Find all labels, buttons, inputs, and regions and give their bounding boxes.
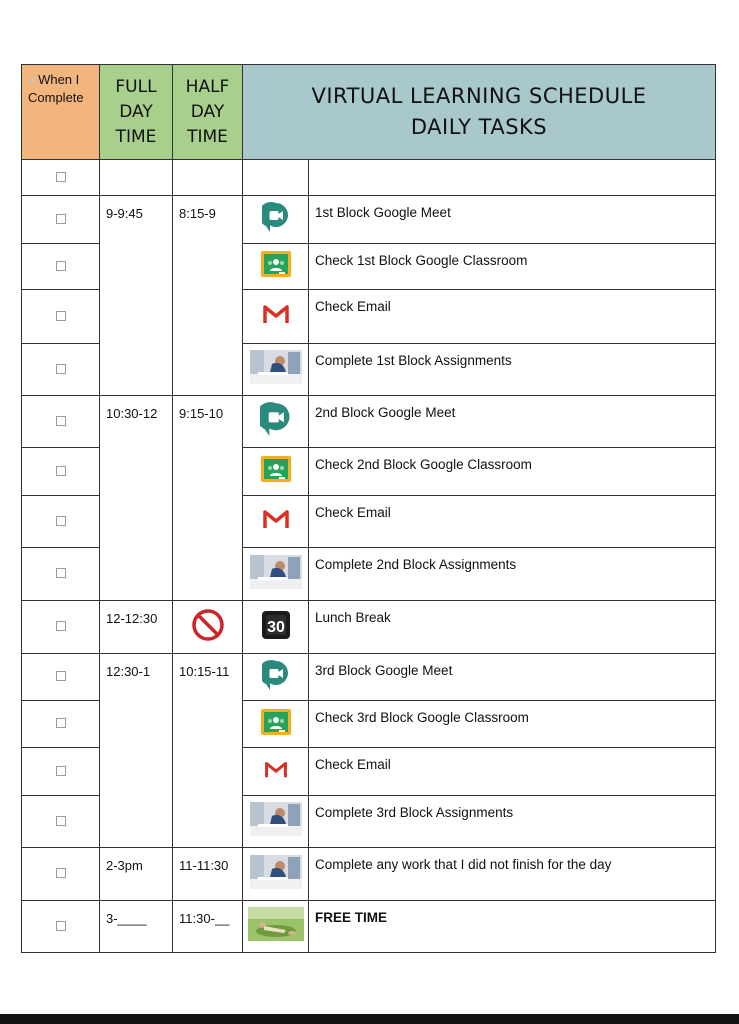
checkbox[interactable] [56,516,66,526]
task-text: Check Email [309,496,716,548]
table-row [22,601,716,654]
icon-cell [243,344,309,396]
icon-cell [243,848,309,901]
checkbox[interactable] [56,261,66,271]
task-text: Lunch Break [309,601,716,654]
schedule-title [243,65,716,160]
checkbox-cell[interactable] [22,496,100,548]
task-text: Complete 3rd Block Assignments [309,796,716,848]
task-text [309,160,716,196]
checkbox[interactable] [56,718,66,728]
half-day-line3: TIME [187,126,228,147]
task-text: Check 3rd Block Google Classroom [309,701,716,748]
icon-cell [243,701,309,748]
half-day-time [173,160,243,196]
full-day-time: 12:30-1 [100,654,173,848]
checkbox[interactable] [56,214,66,224]
table-row [22,196,716,244]
checkbox-cell[interactable] [22,701,100,748]
checkbox-cell[interactable] [22,796,100,848]
checkbox-cell[interactable] [22,901,100,953]
full-day-time [100,160,173,196]
checkbox-cell[interactable] [22,748,100,796]
half-day-header [173,65,243,160]
bottom-bar [0,1014,739,1024]
half-day-line2: DAY [190,101,225,122]
checkmark-icon: ✓ [28,73,39,87]
checkbox[interactable] [56,868,66,878]
table-row [22,848,716,901]
task-text: Complete any work that I did not finish for the day [309,848,716,901]
schedule-table [21,64,716,953]
task-text: Check Email [309,748,716,796]
icon-cell [243,654,309,701]
student-photo-icon [250,855,302,889]
icon-cell [243,448,309,496]
checkbox-cell[interactable] [22,548,100,601]
checkbox[interactable] [56,416,66,426]
half-day-time [173,601,243,654]
gmail-icon [264,760,288,779]
full-day-time: 2-3pm [100,848,173,901]
icon-cell [243,160,309,196]
task-text: Complete 1st Block Assignments [309,344,716,396]
half-day-time: 11-11:30 [173,848,243,901]
half-day-line1: HALF [185,76,230,97]
icon-cell [243,244,309,290]
checkbox[interactable] [56,364,66,374]
checkbox-cell[interactable] [22,396,100,448]
full-day-header [100,65,173,160]
google-meet-icon [262,201,290,233]
icon-cell [243,901,309,953]
checkbox[interactable] [56,766,66,776]
checkbox[interactable] [56,311,66,321]
full-day-line3: TIME [115,126,157,147]
checkbox-cell[interactable] [22,244,100,290]
google-classroom-icon [260,250,292,278]
checkbox-cell[interactable] [22,196,100,244]
student-photo-icon [250,802,302,836]
task-text: Check Email [309,290,716,344]
full-day-time: 3-____ [100,901,173,953]
checkbox-cell[interactable] [22,290,100,344]
title-line2: DAILY TASKS [410,115,548,139]
icon-cell [243,196,309,244]
checkbox-cell[interactable] [22,160,100,196]
google-classroom-icon [260,708,292,736]
half-day-time: 9:15-10 [173,396,243,601]
checkbox[interactable] [56,921,66,931]
table-row [22,160,716,196]
task-text: Check 2nd Block Google Classroom [309,448,716,496]
table-row [22,654,716,701]
calendar-day: 30 [266,618,285,636]
checkbox[interactable] [56,621,66,631]
when-complete-line2: Complete [28,90,84,105]
task-text: 3rd Block Google Meet [309,654,716,701]
task-text: Check 1st Block Google Classroom [309,244,716,290]
half-day-time: 10:15-11 [173,654,243,848]
icon-cell [243,496,309,548]
task-text: 1st Block Google Meet [309,196,716,244]
icon-cell [243,748,309,796]
checkbox-cell[interactable] [22,448,100,496]
half-day-time: 8:15-9 [173,196,243,396]
task-text: 2nd Block Google Meet [309,396,716,448]
checkbox[interactable] [56,466,66,476]
half-day-time: 11:30-__ [173,901,243,953]
checkbox[interactable] [56,671,66,681]
student-photo-icon [250,350,302,384]
gmail-icon [262,303,290,325]
icon-cell [243,548,309,601]
google-meet-icon [262,659,290,691]
checkbox[interactable] [56,568,66,578]
table-row [22,901,716,953]
checkbox[interactable] [56,816,66,826]
checkbox-cell[interactable] [22,654,100,701]
header-row [22,65,716,160]
full-day-time: 12-12:30 [100,601,173,654]
checkbox-cell[interactable] [22,601,100,654]
icon-cell [243,796,309,848]
checkbox-cell[interactable] [22,848,100,901]
google-meet-icon [260,401,292,437]
when-complete-line1: When I [38,72,80,87]
gmail-icon [262,508,290,530]
student-photo-icon [250,555,302,589]
full-day-line1: FULL [115,76,157,97]
full-day-time: 9-9:45 [100,196,173,396]
table-row [22,396,716,448]
google-classroom-icon [260,455,292,483]
when-complete-header [22,65,100,160]
calendar-icon [261,610,291,640]
title-line1: VIRTUAL LEARNING SCHEDULE [311,84,647,108]
task-text: Complete 2nd Block Assignments [309,548,716,601]
icon-cell [243,601,309,654]
icon-cell [243,290,309,344]
full-day-line2: DAY [119,101,153,122]
full-day-time: 10:30-12 [100,396,173,601]
icon-cell [243,396,309,448]
no-symbol-icon [191,608,225,642]
task-text: FREE TIME [309,901,716,953]
relaxing-photo-icon [248,907,304,941]
checkbox-cell[interactable] [22,344,100,396]
checkbox[interactable] [56,172,66,182]
